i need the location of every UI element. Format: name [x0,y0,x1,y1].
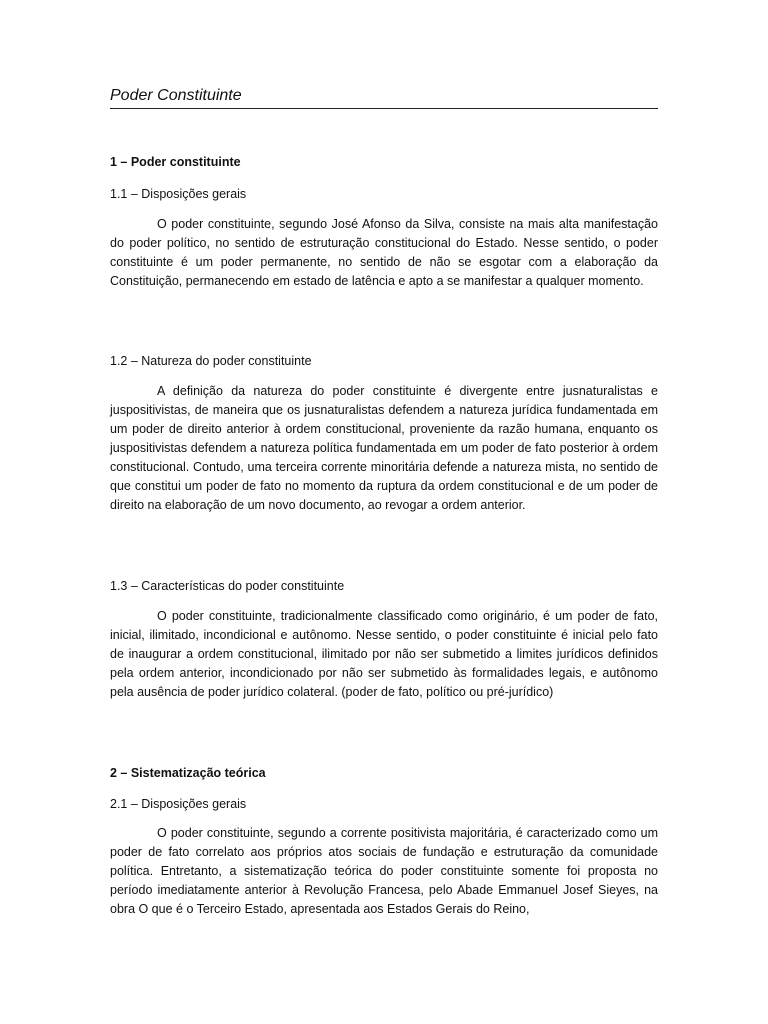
subsection-heading-2-1: 2.1 – Disposições gerais [110,797,247,811]
section-heading-1: 1 – Poder constituinte [110,155,241,169]
paragraph-1-1: O poder constituinte, segundo José Afonso da Silva, consiste na mais alta manifestação do poder político, no sentido de estruturação constitucional do Estado. Nesse sentido, o poder constituinte é um poder permanente, no sentido de não se esgotar com a elaboração da Constituição, permanecendo em estado de latência e apto a se manifestar a qualquer momento. [110,217,658,288]
page-title: Poder Constituinte [110,87,242,104]
paragraph-2-1: O poder constituinte, segundo a corrente positivista majoritária, é caracterizado como um poder de fato correlato aos próprios atos sociais de fundação e estruturação da comunidade política. Entretanto, a sistematização teórica do poder constituinte somente foi proposta no período imediatamente anterior à Revolução Francesa, pelo Abade Emmanuel Josef Sieyes, na obra O que é o Terceiro Estado, apresentada aos Estados Gerais do Reino, [110,826,658,916]
subsection-heading-1-2: 1.2 – Natureza do poder constituinte [110,354,312,368]
page-header [110,86,658,109]
document-page [110,0,658,1024]
subsection-heading-1-1: 1.1 – Disposições gerais [110,187,247,201]
paragraph-1-2: A definição da natureza do poder constituinte é divergente entre jusnaturalistas e juspositivistas, de maneira que os jusnaturalistas defendem a natureza jurídica fundamentada em um poder de direito anterior à ordem constitucional, proveniente da razão humana, enquanto os juspositivistas defendem a natureza política fundamentada em um poder de fato posterior à ordem constitucional. Contudo, uma terceira corrente minoritária defende a natureza mista, no sentido de que constitui um poder de fato no momento da ruptura da ordem constitucional e de um poder de direito na elaboração de um novo documento, ao revogar a ordem anterior. [110,384,658,512]
subsection-heading-1-3: 1.3 – Características do poder constituinte [110,579,345,593]
section-heading-2: 2 – Sistematização teórica [110,766,266,780]
paragraph-1-3: O poder constituinte, tradicionalmente classificado como originário, é um poder de fato, inicial, ilimitado, incondicional e autônomo. Nesse sentido, o poder constituinte é inicial pelo fato de inaugurar a ordem constitucional, ilimitado por não ser submetido a limites jurídicos definidos pela ordem anterior, incondicionado por não ser submetido às formalidades legais, e autônomo pela ausência de poder jurídico colateral. (poder de fato, político ou pré-jurídico) [110,609,658,699]
